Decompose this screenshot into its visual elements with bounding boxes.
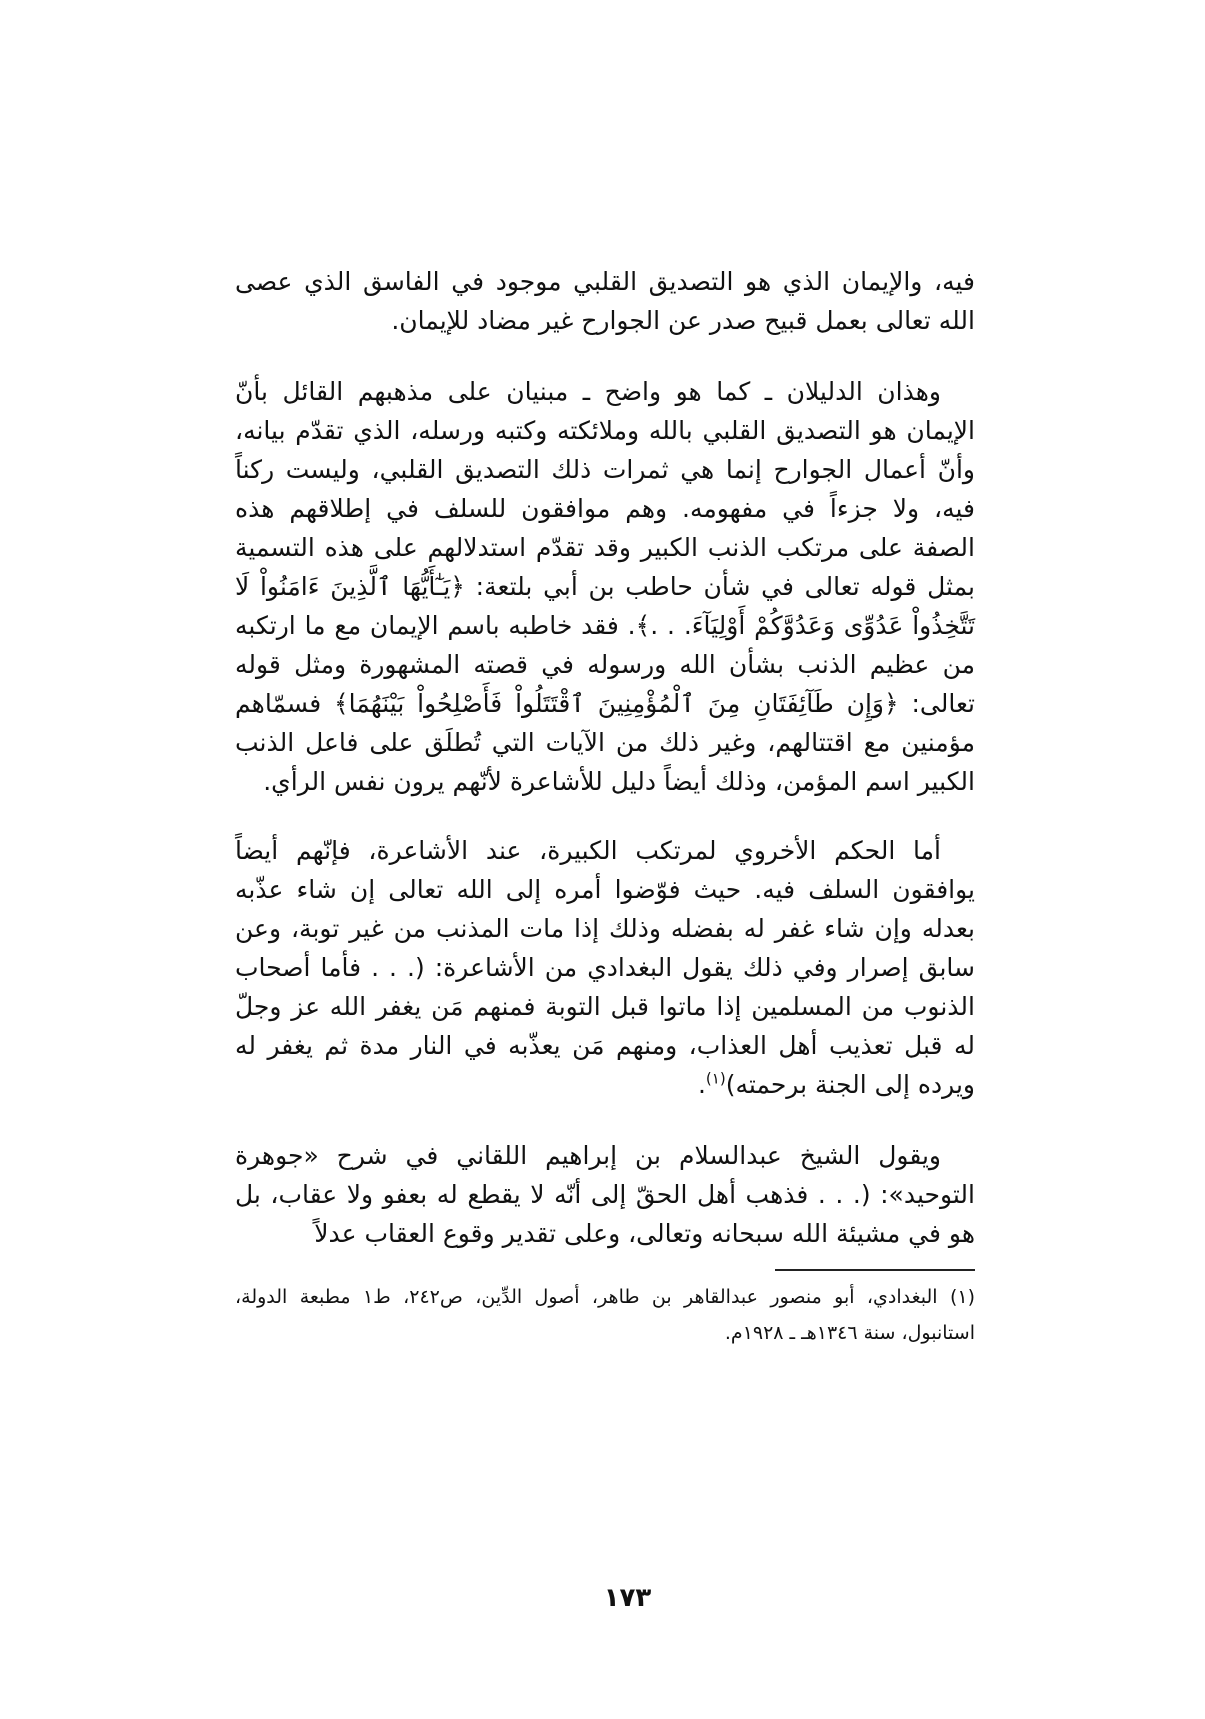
paragraph-1: فيه، والإيمان الذي هو التصديق القلبي موجود في الفاسق الذي عصى الله تعالى بعمل قبيح صدر عن الجوارح غير مضاد للإيمان.: [235, 267, 975, 335]
paragraph-3-text: أما الحكم الأخروي لمرتكب الكبيرة، عند الأشاعرة، فإنّهم أيضاً يوافقون السلف فيه. حيث فوّضوا أمره إلى الله تعالى إن شاء عذّبه بعدله وإن شاء غفر له بفضله وذلك إذا مات المذنب من غير توبة، وعن سابق إصرار وفي ذلك يقول البغدادي من الأشاعرة: (. . . فأما أصحاب الذنوب من المسلمين إذا ماتوا قبل التوبة فمنهم مَن يغفر الله عز وجلّ له قبل تعذيب أهل العذاب، ومنهم مَن يعذّبه في النار مدة ثم يغفر له ويرده إلى الجنة برحمته): [235, 836, 975, 1099]
paragraph-4: ويقول الشيخ عبدالسلام بن إبراهيم اللقاني في شرح «جوهرة التوحيد»: (. . . فذهب أهل الحقّ إلى أنّه لا يقطع له بعفو ولا عقاب، بل هو في مشيئة الله سبحانه وتعالى، وعلى تقدير وقوع العقاب عدلاً: [235, 1141, 975, 1248]
footnote-reference: (١): [705, 1069, 726, 1088]
page-number: ١٧٣: [603, 1583, 652, 1613]
paragraph-3: [235, 831, 975, 1104]
page-body: [235, 262, 975, 1351]
paragraph-3-end: .: [697, 1070, 706, 1099]
paragraph-2: وهذان الدليلان ـ كما هو واضح ـ مبنيان على مذهبهم القائل بأنّ الإيمان هو التصديق القلبي بالله وملائكته وكتبه ورسله، الذي تقدّم بيانه، وأنّ أعمال الجوارح إنما هي ثمرات ذلك التصديق القلبي، وليست ركناً فيه، ولا جزءاً في مفهومه. وهم موافقون للسلف في إطلاقهم هذه الصفة على مرتكب الذنب الكبير وقد تقدّم استدلالهم على هذه التسمية بمثل قوله تعالى في شأن حاطب بن أبي بلتعة: ﴿يَـٰٓأَيُّهَا ٱلَّذِينَ ءَامَنُواْ لَا تَتَّخِذُواْ عَدُوِّى وَعَدُوَّكُمْ أَوْلِيَآءَ. . .﴾. فقد خاطبه باسم الإيمان مع ما ارتكبه من عظيم الذنب بشأن الله ورسوله في قصته المشهورة ومثل قوله تعالى: ﴿وَإِن طَآئِفَتَانِ مِنَ ٱلْمُؤْمِنِينَ ٱقْتَتَلُواْ فَأَصْلِحُواْ بَيْنَهُمَا﴾ فسمّاهم مؤمنين مع اقتتالهم، وغير ذلك من الآيات التي تُطلَق على فاعل الذنب الكبير اسم المؤمن، وذلك أيضاً دليل للأشاعرة لأنّهم يرون نفس الرأي.: [235, 377, 975, 796]
footnote-divider: [775, 1269, 975, 1271]
footnote: (١) البغدادي، أبو منصور عبدالقاهر بن طاهر، أصول الدِّين، ص٢٤٢، ط١ مطبعة الدولة، استانبول، سنة ١٣٤٦هـ ـ ١٩٢٨م.: [235, 1286, 976, 1344]
